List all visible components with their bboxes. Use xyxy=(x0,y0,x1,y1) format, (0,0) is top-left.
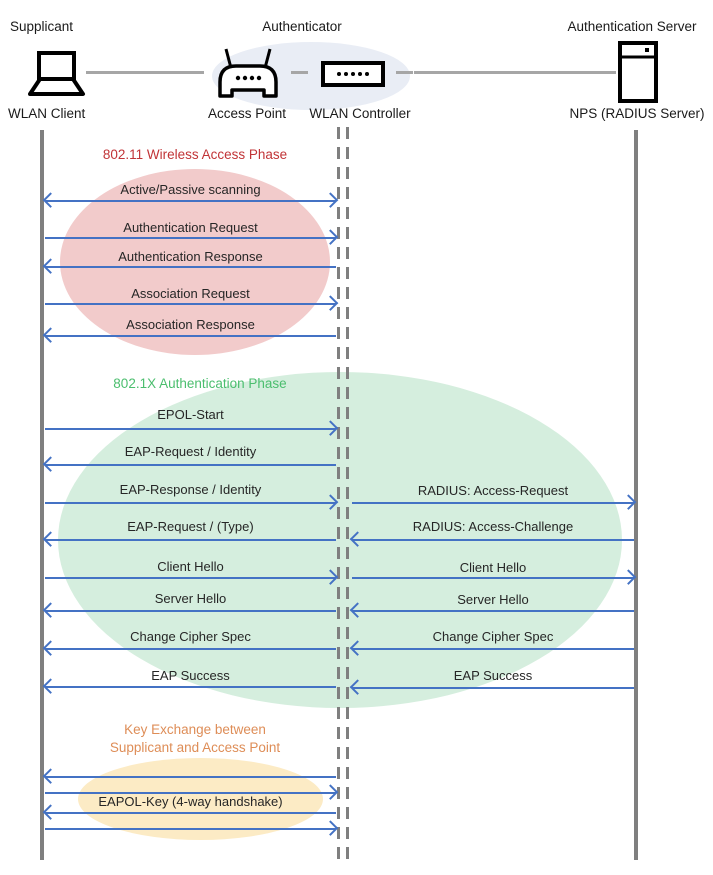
lifeline-nps xyxy=(634,130,638,860)
node-label-wlan-controller: WLAN Controller xyxy=(309,106,411,121)
message-arrow-right xyxy=(45,303,336,305)
node-label-wlan-client: WLAN Client xyxy=(8,106,86,121)
message-arrow-left xyxy=(352,687,634,689)
message-arrow-right xyxy=(352,502,634,504)
message-label: Authentication Response xyxy=(118,249,263,264)
message-label: Client Hello xyxy=(157,559,224,574)
message-label: Server Hello xyxy=(154,591,227,606)
server-icon xyxy=(618,41,658,103)
message-label: Change Cipher Spec xyxy=(432,629,554,644)
message-arrow-right xyxy=(45,237,336,239)
message-arrow-left xyxy=(45,266,336,268)
arrowhead-left xyxy=(43,768,59,784)
message-label: Client Hello xyxy=(459,560,527,575)
message-label: Server Hello xyxy=(457,592,529,607)
role-label-supplicant: Supplicant xyxy=(10,19,74,34)
message-label: Change Cipher Spec xyxy=(130,629,251,644)
message-arrow-left xyxy=(352,648,634,650)
message-label: Association Request xyxy=(131,286,250,301)
message-label: RADIUS: Access-Challenge xyxy=(412,519,574,534)
handshake-label: EAPOL-Key (4-way handshake) xyxy=(98,794,283,809)
message-label: Association Response xyxy=(126,317,255,332)
handshake-arrow-left xyxy=(45,812,336,814)
switch-icon xyxy=(321,61,385,87)
message-arrow-both xyxy=(45,200,336,202)
message-arrow-left xyxy=(45,539,336,541)
lifeline-wlan-controller-right xyxy=(346,127,349,860)
node-label-nps: NPS (RADIUS Server) xyxy=(569,106,705,121)
connector-line xyxy=(86,71,204,74)
message-arrow-left xyxy=(352,539,634,541)
message-label: EAP-Response / Identity xyxy=(119,482,262,497)
message-label: EPOL-Start xyxy=(157,407,224,422)
message-arrow-left xyxy=(45,648,336,650)
phase1-title: 802.11 Wireless Access Phase xyxy=(102,147,288,162)
message-label: EAP-Request / (Type) xyxy=(127,519,254,534)
message-arrow-left xyxy=(45,464,336,466)
phase3-title-line2: Supplicant and Access Point xyxy=(109,740,281,755)
message-arrow-left xyxy=(352,610,634,612)
node-label-access-point: Access Point xyxy=(207,106,287,121)
phase2-title: 802.1X Authentication Phase xyxy=(113,376,287,391)
message-arrow-right xyxy=(45,428,336,430)
message-label: EAP Success xyxy=(151,668,230,683)
message-arrow-right xyxy=(352,577,634,579)
connector-line xyxy=(414,71,616,74)
message-label: EAP-Request / Identity xyxy=(124,444,257,459)
wireless-router-icon xyxy=(212,46,284,106)
connector-dash xyxy=(396,71,413,74)
message-label: EAP Success xyxy=(453,668,533,683)
lifeline-wlan-client xyxy=(40,130,44,860)
connector-dash xyxy=(291,71,308,74)
phase3-title-line1: Key Exchange between xyxy=(124,722,266,737)
handshake-arrow-right xyxy=(45,828,336,830)
role-label-authentication-server: Authentication Server xyxy=(567,19,697,34)
message-label: RADIUS: Access-Request xyxy=(417,483,569,498)
message-arrow-left xyxy=(45,335,336,337)
role-label-authenticator: Authenticator xyxy=(262,19,342,34)
laptop-icon xyxy=(26,50,86,100)
message-label: Authentication Request xyxy=(123,220,258,235)
message-arrow-right xyxy=(45,577,336,579)
message-arrow-left xyxy=(45,610,336,612)
message-arrow-right xyxy=(45,502,336,504)
message-label: Active/Passive scanning xyxy=(120,182,261,197)
message-arrow-left xyxy=(45,686,336,688)
handshake-arrow-left xyxy=(45,776,336,778)
arrowhead-right xyxy=(323,820,339,836)
